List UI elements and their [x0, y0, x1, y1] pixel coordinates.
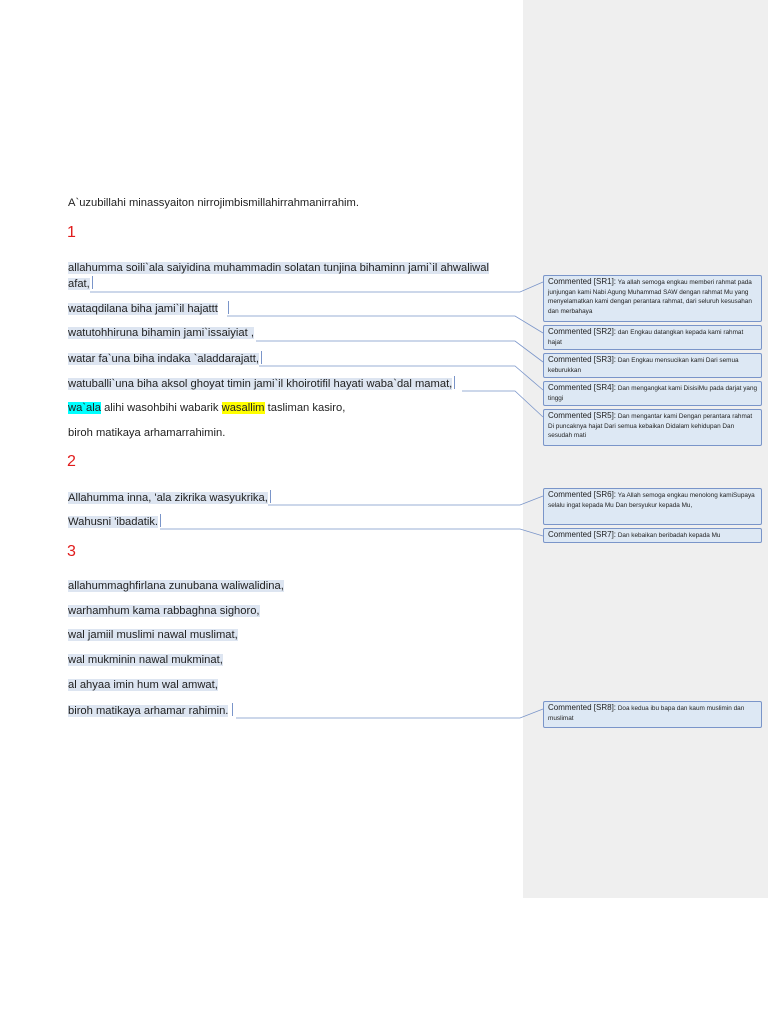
highlighted-text: afat, [68, 278, 90, 290]
highlighted-text: allahumma soili`ala saiyidina muhammadin solatan tunjina bihaminn jami`il ahwaliwal [68, 262, 489, 274]
comment-tag: Commented [SR2]: [548, 327, 617, 336]
section-2-number: 2 [67, 453, 76, 470]
highlighted-text: Wahusni 'ibadatik. [68, 516, 159, 528]
connector-sr2 [227, 316, 543, 333]
plain-text: tasliman kasiro, [264, 402, 346, 414]
section-1-line-5 [68, 376, 455, 391]
highlighted-text: watutohhiruna bihamin jami`issaiyiat , [68, 327, 254, 339]
comment-tag: Commented [SR1]: [548, 277, 617, 286]
section-1-line-1 [68, 261, 489, 275]
comment-sr7[interactable] [543, 528, 762, 543]
comment-tag: Commented [SR4]: [548, 383, 617, 392]
highlighted-text: warhamhum kama rabbaghna sighoro, [68, 605, 260, 617]
highlighted-text: biroh matikaya arhamar rahimin. [68, 705, 229, 717]
section-1-line-4 [68, 351, 262, 366]
connector-sr6 [268, 496, 543, 505]
comment-tag: Commented [SR3]: [548, 355, 617, 364]
comment-tag: Commented [SR8]: [548, 703, 617, 712]
section-3-line-6 [68, 703, 233, 718]
highlighted-text: watar fa`una biha indaka `aladdarajatt, [68, 353, 259, 365]
comment-anchor[interactable] [160, 514, 161, 527]
comment-sr4[interactable] [543, 381, 762, 406]
comments-margin-pane [523, 0, 768, 898]
comment-sr1[interactable] [543, 275, 762, 322]
section-3-line-1 [68, 579, 284, 593]
connector-sr7 [160, 529, 543, 536]
section-2-line-2 [68, 514, 161, 529]
section-3-line-3 [68, 628, 238, 642]
yellow-highlight: wasallim [221, 402, 265, 414]
comment-text: Ya Allah semoga engkau menolong kamiSupaya selalu ingat kepada Mu Dan bersyukur kepada Mu, [548, 492, 755, 509]
comment-anchor[interactable] [454, 376, 455, 389]
section-1-number: 1 [67, 224, 76, 241]
highlighted-text: watuballi`una biha aksol ghoyat timin jami`il khoirotifil hayati waba`dal mamat, [68, 378, 453, 390]
comment-anchor[interactable] [228, 301, 229, 314]
section-3-line-2 [68, 604, 260, 618]
section-3-line-5 [68, 678, 218, 692]
section-2-line-1 [68, 490, 271, 505]
comment-anchor[interactable] [92, 276, 93, 289]
section-1-line-1-cont [68, 276, 93, 291]
comment-sr8[interactable] [543, 701, 762, 728]
comment-sr3[interactable] [543, 353, 762, 378]
comment-text: Dan Engkau mensucikan kami Dari semua keburukkan [548, 357, 739, 374]
comment-sr5[interactable] [543, 409, 762, 446]
section-1-line-7: biroh matikaya arhamarrahimin. [68, 427, 226, 439]
comment-anchor[interactable] [261, 351, 262, 364]
comment-text: dan Engkau datangkan kepada kami rahmat hajat [548, 329, 744, 346]
intro-line: A`uzubillahi minassyaiton nirrojimbismillahirrahmanirrahim. [68, 197, 359, 209]
comment-text: Dan mengantar kami Dengan perantara rahmat Di puncaknya hajat Dari semua kebaikan Didalam kehidupan Dan sesudah mati [548, 413, 753, 440]
comment-anchor[interactable] [232, 703, 233, 716]
comment-tag: Commented [SR7]: [548, 530, 617, 539]
highlighted-text: allahummaghfirlana zunubana waliwalidina, [68, 580, 284, 592]
plain-text: alihi wasohbihi wabarik [100, 402, 222, 414]
connector-sr3 [256, 341, 543, 362]
section-1-line-3 [68, 326, 254, 340]
highlighted-text: wal jamiil muslimi nawal muslimat, [68, 629, 238, 641]
highlighted-text: al ahyaa imin hum wal amwat, [68, 679, 218, 691]
comment-text: Dan kebaikan beribadah kepada Mu [617, 532, 721, 539]
comment-sr2[interactable] [543, 325, 762, 350]
comment-text: Ya allah semoga engkau memberi rahmat pada junjungan kami Nabi Agung Muhammad SAW dengan rahmat Mu yang menyelamatkan kami dengan perantara rahmat, dari seluruh kesusahan dan merbahaya [548, 279, 752, 315]
highlighted-text: Allahumma inna, 'ala zikrika wasyukrika, [68, 492, 268, 504]
comment-tag: Commented [SR5]: [548, 411, 617, 420]
cyan-highlight: wa`ala [68, 402, 101, 414]
comment-tag: Commented [SR6]: [548, 490, 617, 499]
connector-sr8 [236, 709, 543, 718]
comment-text: Doa kedua ibu bapa dan kaum muslimin dan muslimat [548, 705, 745, 722]
section-1-line-2 [68, 301, 229, 316]
comment-text: Dan mengangkat kami DisisiMu pada darjat yang tinggi [548, 385, 758, 402]
section-1-line-6 [68, 401, 345, 415]
comment-anchor[interactable] [270, 490, 271, 503]
highlighted-text: wataqdilana biha jami`il hajattt [68, 303, 218, 315]
comment-sr6[interactable] [543, 488, 762, 525]
section-3-line-4 [68, 653, 223, 667]
section-3-number: 3 [67, 543, 76, 560]
connector-sr1 [90, 282, 543, 292]
highlighted-text: wal mukminin nawal mukminat, [68, 654, 223, 666]
